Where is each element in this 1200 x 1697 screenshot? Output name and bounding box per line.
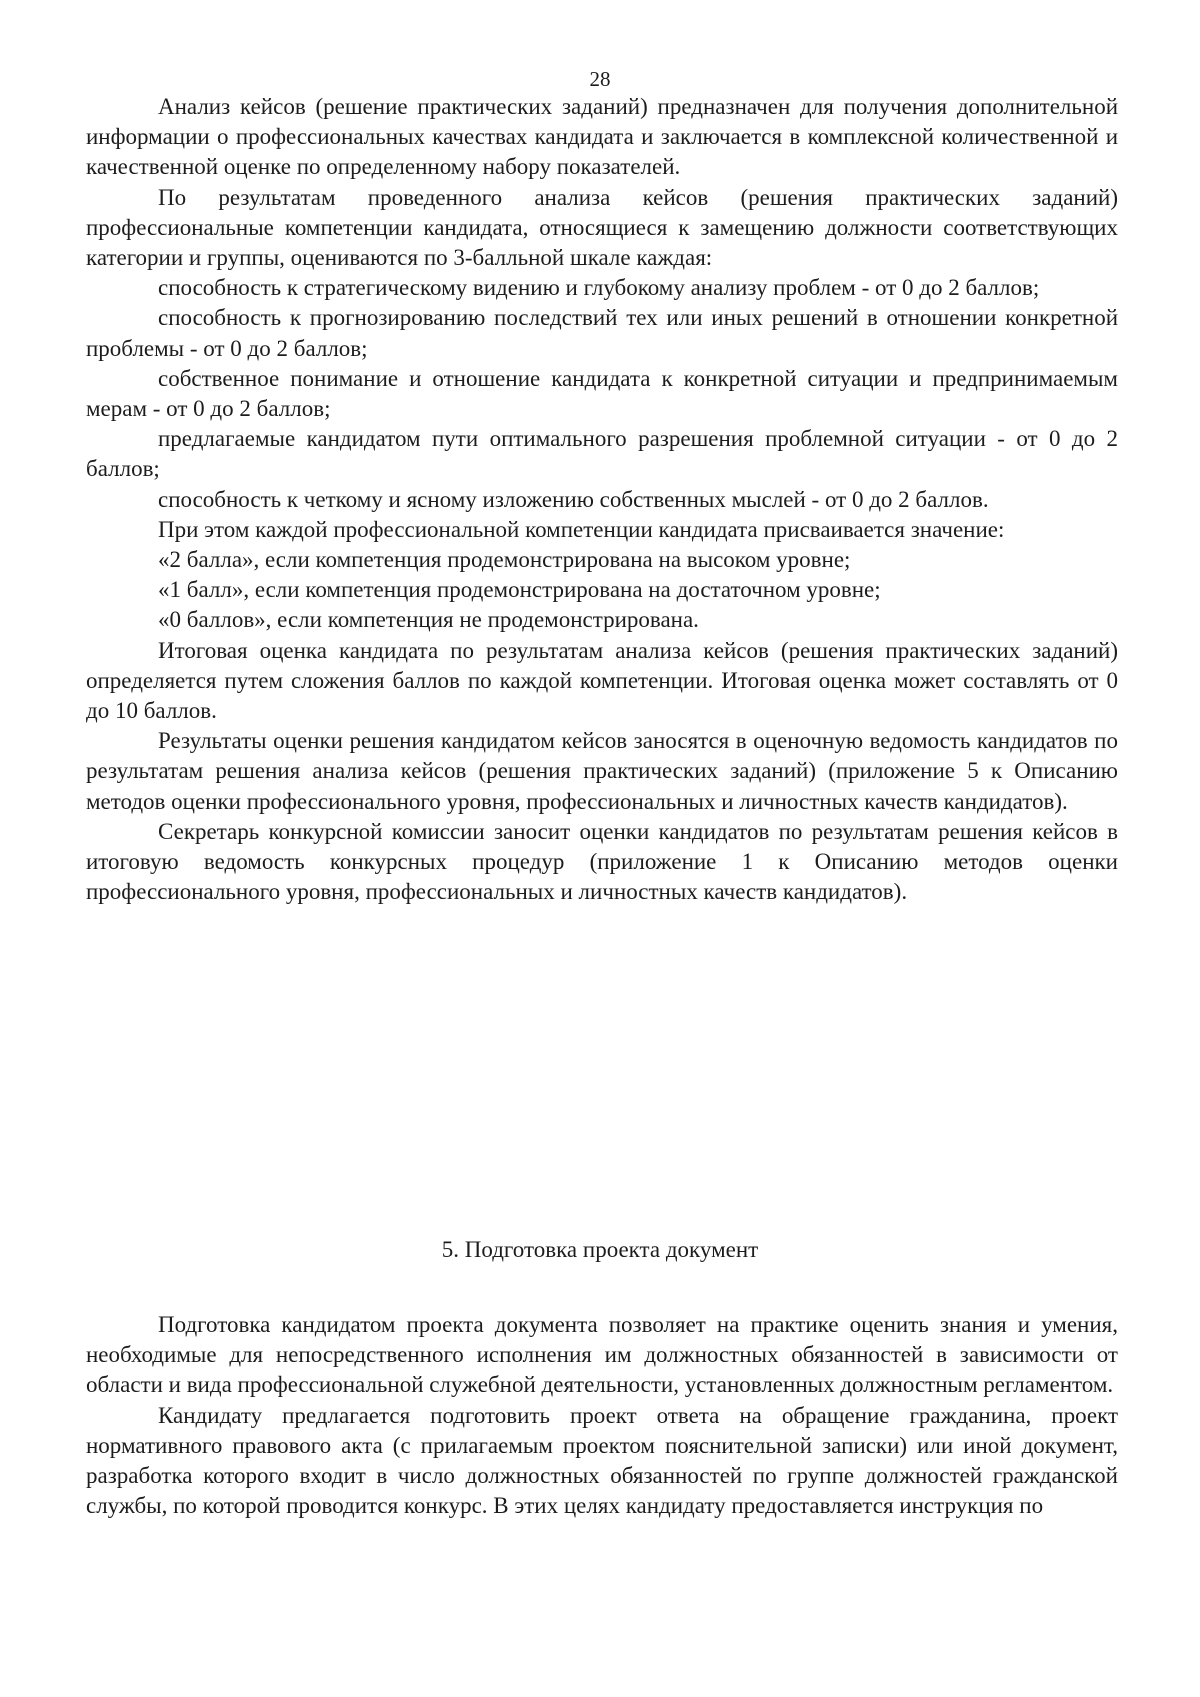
grade-0-points: «0 баллов», если компетенция не продемонстрирована. — [158, 607, 699, 633]
page-number: 28 — [589, 67, 611, 91]
paragraph-document-preparation: Подготовка кандидатом проекта документа позволяет на практике оценить знания и умения, необходимые для непосредственного исполнения им должностных обязанностей в зависимости от области и вида профессиональной служебной деятельности, установленных должностным регламентом. — [86, 1312, 1118, 1398]
paragraph-results-recording: Результаты оценки решения кандидатом кейсов заносятся в оценочную ведомость кандидатов по результатам решения анализа кейсов (решения практических заданий) (приложение 5 к Описанию методов оценки профессионального уровня, профессиональных и личностных качеств кандидатов). — [86, 728, 1118, 814]
paragraph-case-analysis-purpose: Анализ кейсов (решение практических заданий) предназначен для получения дополнительной информации о профессиональных качествах кандидата и заключается в комплексной количественной и качественной оценке по определенному набору показателей. — [86, 94, 1118, 180]
criterion-strategic-vision: способность к стратегическому видению и глубокому анализу проблем - от 0 до 2 баллов; — [158, 275, 1040, 301]
criterion-optimal-solution: предлагаемые кандидатом пути оптимального разрешения проблемной ситуации - от 0 до 2 баллов; — [86, 426, 1118, 482]
paragraph-secretary-recording: Секретарь конкурсной комиссии заносит оценки кандидатов по результатам решения кейсов в итоговую ведомость конкурсных процедур (приложение 1 к Описанию методов оценки профессионального уровня, профессиональных и личностных качеств кандидатов). — [86, 818, 1118, 905]
paragraph-grading-intro: При этом каждой профессиональной компетенции кандидата присваивается значение: — [158, 516, 1005, 542]
section-4-body — [86, 92, 1118, 907]
paragraph-competency-scale: По результатам проведенного анализа кейсов (решения практических заданий) профессиональные компетенции кандидата, относящиеся к замещению должности соответствующих категории и группы, оцениваются по 3-балльной шкале каждая: — [86, 184, 1118, 271]
paragraph-total-score: Итоговая оценка кандидата по результатам анализа кейсов (решения практических заданий) определяется путем сложения баллов по каждой компетенции. Итоговая оценка может составлять от 0 до 10 баллов. — [86, 637, 1118, 724]
criterion-clear-expression: способность к четкому и ясному изложению собственных мыслей - от 0 до 2 баллов. — [158, 486, 989, 512]
criterion-forecasting: способность к прогнозированию последствий тех или иных решений в отношении конкретной проблемы - от 0 до 2 баллов; — [86, 305, 1118, 361]
criterion-understanding: собственное понимание и отношение кандидата к конкретной ситуации и предпринимаемым мерам - от 0 до 2 баллов; — [86, 365, 1118, 422]
section-5-heading: 5. Подготовка проекта документ — [441, 1237, 759, 1262]
grade-1-point: «1 балл», если компетенция продемонстрирована на достаточном уровне; — [158, 577, 881, 603]
section-5-body — [86, 1310, 1118, 1521]
paragraph-candidate-task: Кандидату предлагается подготовить проект ответа на обращение гражданина, проект нормативного правового акта (с прилагаемым проектом пояснительной записки) или иной документ, разработка которого входит в число должностных обязанностей по группе должностей гражданской службы, по которой проводится конкурс. В этих целях кандидату предоставляется инструкция по — [86, 1402, 1118, 1519]
grade-2-points: «2 балла», если компетенция продемонстрирована на высоком уровне; — [158, 547, 851, 573]
